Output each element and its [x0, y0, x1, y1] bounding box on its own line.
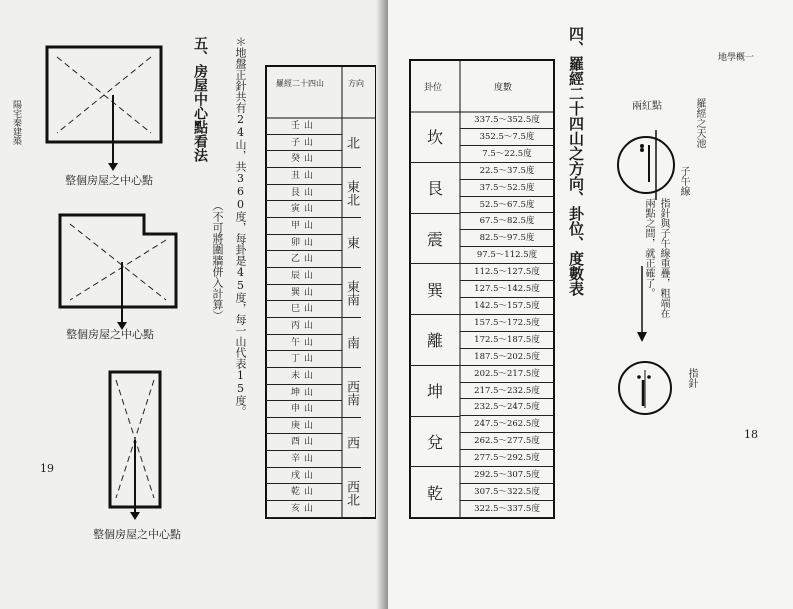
mountain-cell: 乾山 — [266, 484, 342, 501]
degree-cell: 307.5～322.5度 — [460, 484, 554, 501]
trigram-cell: 離 — [410, 315, 460, 366]
mountain-rows — [266, 118, 342, 518]
direction-cell: 西 — [342, 418, 361, 468]
degree-cell: 52.5～67.5度 — [460, 197, 554, 214]
direction-rows — [342, 118, 376, 518]
degree-rows — [460, 112, 554, 518]
mountain-cell: 乙山 — [266, 251, 342, 268]
degree-header: 度數 — [494, 83, 513, 93]
mountain-cell: 艮山 — [266, 185, 342, 202]
mountain-cell: 癸山 — [266, 151, 342, 168]
two-red-dots-label: 兩紅點 — [632, 101, 662, 112]
degree-cell: 217.5～232.5度 — [460, 383, 554, 400]
degree-cell: 82.5～97.5度 — [460, 230, 554, 247]
direction-cell: 東 — [342, 218, 361, 268]
compass-upper-diagram — [616, 120, 686, 210]
down-arrow — [632, 266, 652, 346]
mountain-cell: 辰山 — [266, 268, 342, 285]
direction-cell: 北 — [342, 118, 361, 168]
left-running-head: 陽宅秦建築 — [11, 100, 21, 145]
diagram-caption-3: 整個房屋之中心點 — [93, 528, 181, 541]
mountain-cell: 丑山 — [266, 168, 342, 185]
degree-cell: 262.5～277.5度 — [460, 433, 554, 450]
mountain-cell: 寅山 — [266, 201, 342, 218]
mountain-cell: 酉山 — [266, 434, 342, 451]
house-diagram-square — [45, 45, 165, 155]
direction-cell: 西南 — [342, 368, 361, 418]
degree-cell: 247.5～262.5度 — [460, 416, 554, 433]
mountain-cell: 甲山 — [266, 218, 342, 235]
left-section-title: 五、房屋中心點看法 — [192, 36, 208, 162]
mountain-cell: 壬山 — [266, 118, 342, 135]
house-diagram-notched — [58, 212, 188, 322]
left-page-number: 19 — [40, 462, 54, 475]
degree-cell: 142.5～157.5度 — [460, 298, 554, 315]
trigram-cell: 坎 — [410, 112, 460, 163]
needle-label: 指針 — [686, 368, 697, 388]
right-page — [388, 0, 793, 609]
mountain-cell: 丁山 — [266, 351, 342, 368]
direction-cell: 東南 — [342, 268, 361, 318]
mountain-cell: 未山 — [266, 368, 342, 385]
direction-cell: 東北 — [342, 168, 361, 218]
right-section-title: 四、羅經二十四山之方向、卦位、度數表 — [567, 26, 585, 296]
trigram-cell: 乾 — [410, 467, 460, 518]
right-running-head: 地學概一 — [718, 53, 755, 63]
degree-cell: 97.5～112.5度 — [460, 247, 554, 264]
mountain-cell: 午山 — [266, 335, 342, 352]
diagram-caption-1: 整個房屋之中心點 — [65, 174, 153, 187]
degree-cell: 337.5～352.5度 — [460, 112, 554, 129]
mountain-cell: 庚山 — [266, 418, 342, 435]
degree-cell: 322.5～337.5度 — [460, 501, 554, 518]
mountain-cell: 亥山 — [266, 501, 342, 518]
degree-table — [410, 60, 556, 520]
table-note: ＊地盤正針共有24山，共360度，每卦是45度，每一山代表15度。 — [234, 36, 247, 417]
direction-cell: 南 — [342, 318, 361, 368]
mountain-cell: 卯山 — [266, 235, 342, 252]
degree-cell: 172.5～187.5度 — [460, 332, 554, 349]
mountains-header: 羅經二十四山 — [276, 79, 324, 88]
left-page — [0, 0, 388, 609]
heaven-pool-label: 羅經之天池 — [694, 98, 705, 148]
degree-cell: 157.5～172.5度 — [460, 315, 554, 332]
compass-lower-diagram — [617, 360, 677, 420]
direction-cell: 西北 — [342, 468, 361, 518]
degree-cell: 292.5～307.5度 — [460, 467, 554, 484]
zi-wu-line-label: 子午線 — [678, 166, 689, 196]
trigram-cell: 巽 — [410, 264, 460, 315]
direction-header: 方向 — [348, 79, 364, 88]
trigram-cell: 震 — [410, 214, 460, 265]
degree-cell: 37.5～52.5度 — [460, 180, 554, 197]
mountain-cell: 坤山 — [266, 385, 342, 402]
degree-cell: 127.5～142.5度 — [460, 281, 554, 298]
trigram-cell: 艮 — [410, 163, 460, 214]
house-diagram-rectangle — [108, 370, 188, 520]
mountains-table — [266, 66, 378, 519]
degree-cell: 22.5～37.5度 — [460, 163, 554, 180]
trigram-cell: 坤 — [410, 366, 460, 417]
mountain-cell: 戌山 — [266, 468, 342, 485]
degree-cell: 112.5～127.5度 — [460, 264, 554, 281]
mountain-cell: 丙山 — [266, 318, 342, 335]
mountain-cell: 巳山 — [266, 301, 342, 318]
left-section-note: （不可將圍牆併入計算） — [211, 200, 224, 321]
degree-cell: 7.5～22.5度 — [460, 146, 554, 163]
diagram-caption-2: 整個房屋之中心點 — [66, 328, 154, 341]
trigram-rows — [410, 112, 460, 518]
mountain-cell: 巽山 — [266, 285, 342, 302]
mountain-cell: 子山 — [266, 135, 342, 152]
trigram-cell: 兌 — [410, 417, 460, 468]
degree-cell: 67.5～82.5度 — [460, 213, 554, 230]
right-page-number: 18 — [744, 428, 758, 441]
degree-cell: 232.5～247.5度 — [460, 399, 554, 416]
degree-cell: 352.5～7.5度 — [460, 129, 554, 146]
degree-cell: 277.5～292.5度 — [460, 450, 554, 467]
trigram-header: 卦位 — [424, 83, 443, 93]
degree-cell: 202.5～217.5度 — [460, 366, 554, 383]
degree-cell: 187.5～202.5度 — [460, 349, 554, 366]
mountain-cell: 辛山 — [266, 451, 342, 468]
compass-instruction: 指針與子午線重疊，粗端在兩點之間，就正確了。 — [643, 198, 669, 318]
mountain-cell: 申山 — [266, 401, 342, 418]
